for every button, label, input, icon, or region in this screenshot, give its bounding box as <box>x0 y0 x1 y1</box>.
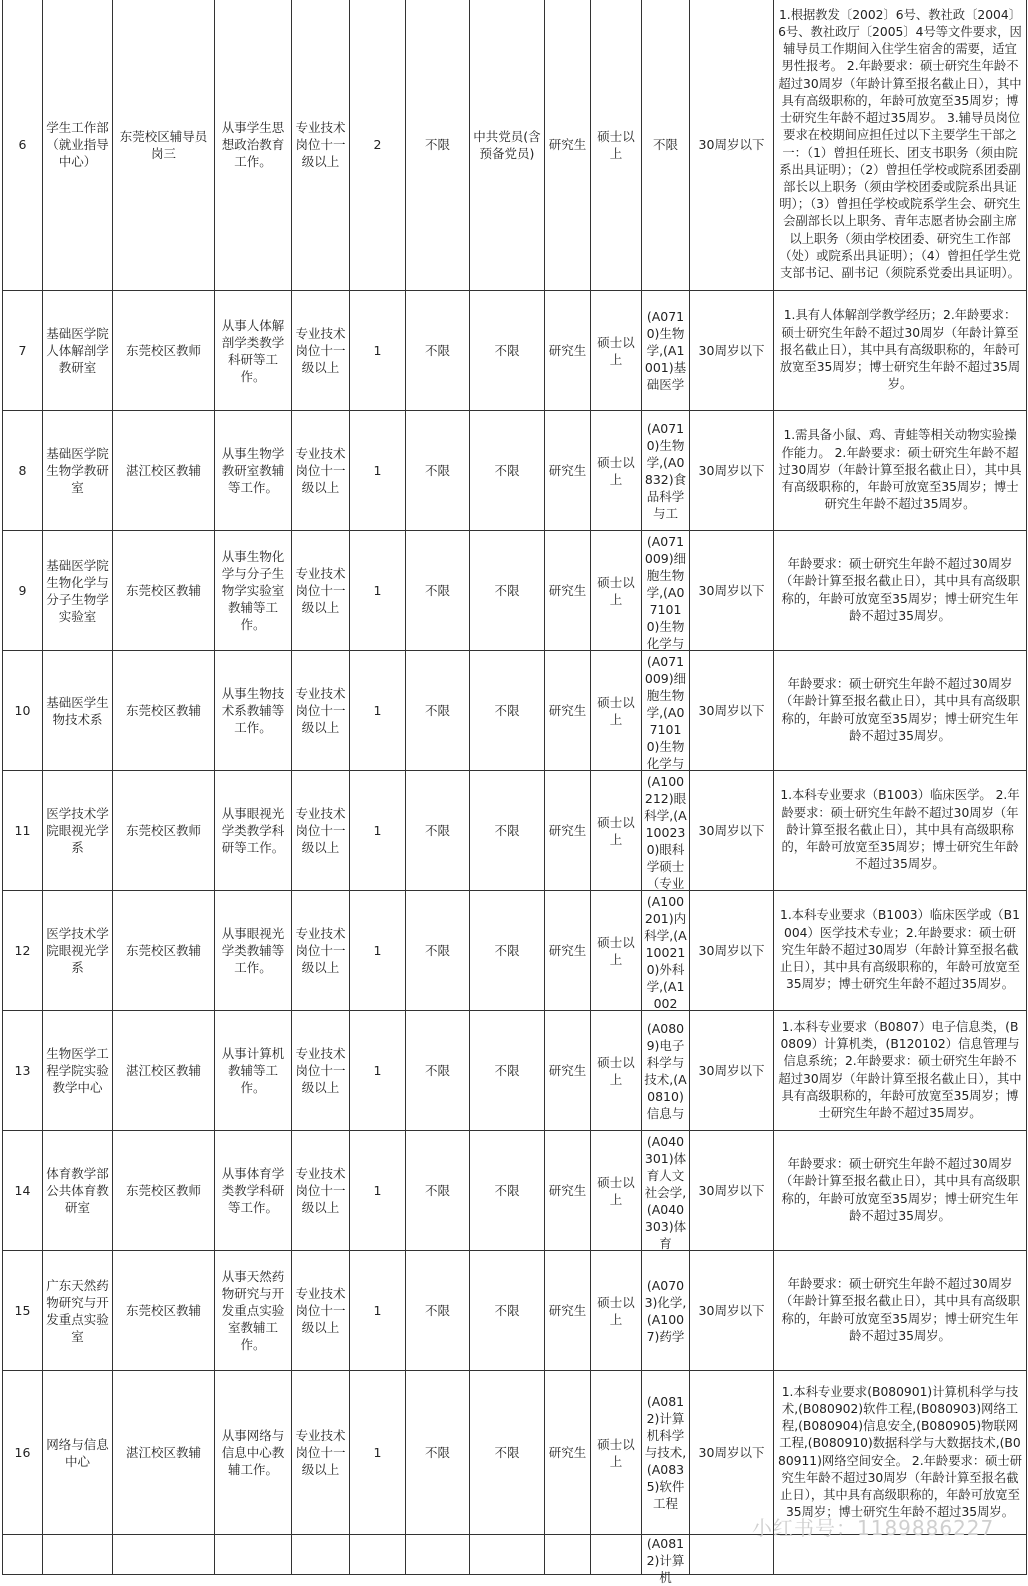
position-level: 专业技术岗位十一级以上 <box>292 531 350 651</box>
position-level: 专业技术岗位十一级以上 <box>292 651 350 771</box>
degree: 硕士以上 <box>591 771 642 891</box>
row-number: 12 <box>3 891 43 1011</box>
headcount <box>350 1535 406 1575</box>
age-limit: 30周岁以下 <box>690 0 774 291</box>
table-row <box>3 1371 1027 1535</box>
headcount: 1 <box>350 291 406 411</box>
duty-description: 从事生物学教研室教辅等工作。 <box>215 411 292 531</box>
education: 研究生 <box>545 1011 591 1131</box>
major-requirement <box>642 291 690 411</box>
duty-description <box>215 1535 292 1575</box>
other-requirements: 1.本科专业要求（B1003）临床医学或（B1004）医学技术专业；2.年龄要求：硕士研究生年龄不超过30周岁（年龄计算至报名截止日），其中具有高级职称的，年龄可放宽至35周岁；博士研究生年龄不超过35周岁。 <box>774 891 1027 1011</box>
major-requirement <box>642 0 690 291</box>
political-status: 中共党员(含预备党员) <box>470 0 545 291</box>
position-name: 东莞校区教师 <box>113 291 215 411</box>
table-row <box>3 1131 1027 1251</box>
duty-description: 从事体育学类教学科研等工作。 <box>215 1131 292 1251</box>
age-limit: 30周岁以下 <box>690 891 774 1011</box>
table-row <box>3 1251 1027 1371</box>
major-text: (A0703)化学,(A1007)药学 <box>644 1277 687 1344</box>
other-requirements: 年龄要求：硕士研究生年龄不超过30周岁（年龄计算至报名截止日），其中具有高级职称的，年龄可放宽至35周岁；博士研究生年龄不超过35周岁。 <box>774 531 1027 651</box>
position-name: 湛江校区教辅 <box>113 1011 215 1131</box>
age-limit: 30周岁以下 <box>690 1011 774 1131</box>
headcount: 1 <box>350 891 406 1011</box>
degree: 硕士以上 <box>591 1251 642 1371</box>
duty-description: 从事计算机教辅等工作。 <box>215 1011 292 1131</box>
education: 研究生 <box>545 1371 591 1535</box>
age-limit: 30周岁以下 <box>690 1131 774 1251</box>
age-limit: 30周岁以下 <box>690 411 774 531</box>
education: 研究生 <box>545 771 591 891</box>
major-requirement <box>642 771 690 891</box>
degree: 硕士以上 <box>591 531 642 651</box>
political-status <box>470 1535 545 1575</box>
gender-requirement: 不限 <box>406 1011 470 1131</box>
gender-requirement: 不限 <box>406 771 470 891</box>
department: 基础医学院生物化学与分子生物学实验室 <box>43 531 113 651</box>
department: 基础医学院人体解剖学教研室 <box>43 291 113 411</box>
major-text: (A100212)眼科学,(A100230)眼科学硕士（专业 <box>644 773 687 891</box>
table-row <box>3 411 1027 531</box>
row-number: 14 <box>3 1131 43 1251</box>
position-name: 东莞校区教师 <box>113 771 215 891</box>
department: 医学技术学院眼视光学系 <box>43 771 113 891</box>
headcount: 2 <box>350 0 406 291</box>
position-name: 湛江校区教辅 <box>113 1371 215 1535</box>
gender-requirement: 不限 <box>406 0 470 291</box>
position-level: 专业技术岗位十一级以上 <box>292 1251 350 1371</box>
major-text: (A0809)电子科学与技术,(A0810)信息与 <box>644 1020 687 1121</box>
row-number: 9 <box>3 531 43 651</box>
major-text: (A0812)计算机 <box>646 1536 685 1585</box>
gender-requirement: 不限 <box>406 531 470 651</box>
position-level: 专业技术岗位十一级以上 <box>292 1011 350 1131</box>
other-requirements: 年龄要求：硕士研究生年龄不超过30周岁（年龄计算至报名截止日），其中具有高级职称的，年龄可放宽至35周岁；博士研究生年龄不超过35周岁。 <box>774 651 1027 771</box>
major-requirement <box>642 1251 690 1371</box>
department: 基础医学院生物学教研室 <box>43 411 113 531</box>
age-limit: 30周岁以下 <box>690 291 774 411</box>
headcount: 1 <box>350 771 406 891</box>
duty-description: 从事网络与信息中心教辅工作。 <box>215 1371 292 1535</box>
position-level: 专业技术岗位十一级以上 <box>292 891 350 1011</box>
gender-requirement: 不限 <box>406 651 470 771</box>
table-row <box>3 291 1027 411</box>
major-text: (A040301)体育人文社会学,(A040303)体育 <box>644 1133 687 1251</box>
major-requirement <box>642 531 690 651</box>
major-text: (A071009)细胞生物学,(A071010)生物化学与 <box>644 533 687 651</box>
age-limit: 30周岁以下 <box>690 531 774 651</box>
age-limit: 30周岁以下 <box>690 771 774 891</box>
other-requirements: 1.根据教发〔2002〕6号、教社政〔2004〕6号、教社政厅〔2005〕4号等文件要求，因辅导员工作期间入住学生宿舍的需要，适宜男性报考。 2.年龄要求：硕士研究生年龄不超过30周岁（年龄计算至报名截止日），其中具有高级职称的，年龄可放宽至35周岁；博士研究生年龄不超过35周岁。 3.辅导员岗位要求在校期间应担任过以下主要学生干部之一：（1）曾担任班长、团支书职务（须由院系出具证明）；（2）曾担任学校或院系团委副部长以上职务（须由学校团委或院系出具证明）；（3）曾担任学校或院系学生会、研究生会副部长以上职务、青年志愿者协会副主席以上职务（须由学校团委、研究生工作部（处）或院系出具证明）；（4）曾担任学生党支部书记、副书记（须院系党委出具证明）。 <box>774 0 1027 291</box>
education: 研究生 <box>545 0 591 291</box>
table-row <box>3 771 1027 891</box>
political-status: 不限 <box>470 771 545 891</box>
row-number: 8 <box>3 411 43 531</box>
position-name: 东莞校区教师 <box>113 1131 215 1251</box>
gender-requirement: 不限 <box>406 411 470 531</box>
major-requirement <box>642 1131 690 1251</box>
duty-description: 从事学生思想政治教育工作。 <box>215 0 292 291</box>
major-requirement <box>642 1371 690 1535</box>
other-requirements: 1.本科专业要求（B1003）临床医学。 2.年龄要求：硕士研究生年龄不超过30周岁（年龄计算至报名截止日），其中具有高级职称的，年龄可放宽至35周岁；博士研究生年龄不超过35周岁。 <box>774 771 1027 891</box>
headcount: 1 <box>350 531 406 651</box>
education: 研究生 <box>545 531 591 651</box>
political-status: 不限 <box>470 411 545 531</box>
major-requirement <box>642 1011 690 1131</box>
headcount: 1 <box>350 651 406 771</box>
major-text: (A0812)计算机科学与技术,(A0835)软件工程 <box>644 1394 687 1511</box>
degree: 硕士以上 <box>591 651 642 771</box>
education: 研究生 <box>545 891 591 1011</box>
position-name: 东莞校区辅导员岗三 <box>113 0 215 291</box>
position-name: 东莞校区教辅 <box>113 891 215 1011</box>
degree: 硕士以上 <box>591 0 642 291</box>
degree: 硕士以上 <box>591 1011 642 1131</box>
major-text: (A0710)生物学,(A0832)食品科学与工 <box>644 420 687 521</box>
political-status: 不限 <box>470 1011 545 1131</box>
table-row <box>3 1011 1027 1131</box>
degree: 硕士以上 <box>591 411 642 531</box>
political-status: 不限 <box>470 651 545 771</box>
position-name: 东莞校区教辅 <box>113 651 215 771</box>
position-level: 专业技术岗位十一级以上 <box>292 771 350 891</box>
position-level: 专业技术岗位十一级以上 <box>292 1371 350 1535</box>
degree: 硕士以上 <box>591 291 642 411</box>
gender-requirement: 不限 <box>406 291 470 411</box>
duty-description: 从事人体解剖学类教学科研等工作。 <box>215 291 292 411</box>
other-requirements: 1.需具备小鼠、鸡、青蛙等相关动物实验操作能力。 2.年龄要求：硕士研究生年龄不超过30周岁（年龄计算至报名截止日），其中具有高级职称的，年龄可放宽至35周岁；博士研究生年龄不超过35周岁。 <box>774 411 1027 531</box>
duty-description: 从事天然药物研究与开发重点实验室教辅工作。 <box>215 1251 292 1371</box>
political-status: 不限 <box>470 891 545 1011</box>
other-requirements: 年龄要求：硕士研究生年龄不超过30周岁（年龄计算至报名截止日），其中具有高级职称的，年龄可放宽至35周岁；博士研究生年龄不超过35周岁。 <box>774 1251 1027 1371</box>
political-status: 不限 <box>470 1371 545 1535</box>
row-number: 13 <box>3 1011 43 1131</box>
row-number: 16 <box>3 1371 43 1535</box>
other-requirements: 1.本科专业要求(B080901)计算机科学与技术,(B080902)软件工程,(B080903)网络工程,(B080904)信息安全,(B080905)物联网工程,(B080910)数据科学与大数据技术,(B080911)网络空间安全。 2.年龄要求：硕士研究生年龄不超过30周岁（年龄计算至报名截止日），其中具有高级职称的，年龄可放宽至35周岁；博士研究生年龄不超过35周岁。 <box>774 1371 1027 1535</box>
major-text: (A071009)细胞生物学,(A071010)生物化学与 <box>644 653 687 771</box>
gender-requirement: 不限 <box>406 1131 470 1251</box>
degree: 硕士以上 <box>591 1131 642 1251</box>
row-number: 10 <box>3 651 43 771</box>
other-requirements: 1.本科专业要求（B0807）电子信息类，(B0809）计算机类，(B120102）信息管理与信息系统；2.年龄要求：硕士研究生年龄不超过30周岁（年龄计算至报名截止日），其中具有高级职称的，年龄可放宽至35周岁；博士研究生年龄不超过35周岁。 <box>774 1011 1027 1131</box>
education <box>545 1535 591 1575</box>
degree <box>591 1535 642 1575</box>
duty-description: 从事生物化学与分子生物学实验室教辅等工作。 <box>215 531 292 651</box>
row-number: 15 <box>3 1251 43 1371</box>
position-name: 东莞校区教辅 <box>113 1251 215 1371</box>
headcount: 1 <box>350 1011 406 1131</box>
row-number <box>3 1535 43 1575</box>
duty-description: 从事生物技术系教辅等工作。 <box>215 651 292 771</box>
position-level: 专业技术岗位十一级以上 <box>292 291 350 411</box>
department: 医学技术学院眼视光学系 <box>43 891 113 1011</box>
major-requirement <box>642 1535 690 1585</box>
political-status: 不限 <box>470 1251 545 1371</box>
age-limit: 30周岁以下 <box>690 651 774 771</box>
position-name <box>113 1535 215 1575</box>
major-requirement <box>642 411 690 531</box>
age-limit: 30周岁以下 <box>690 1371 774 1535</box>
table-row <box>3 0 1027 291</box>
table-row <box>3 531 1027 651</box>
gender-requirement <box>406 1535 470 1575</box>
education: 研究生 <box>545 411 591 531</box>
education: 研究生 <box>545 291 591 411</box>
gender-requirement: 不限 <box>406 1371 470 1535</box>
major-text: (A0710)生物学,(A1001)基础医学 <box>644 309 687 392</box>
political-status: 不限 <box>470 1131 545 1251</box>
headcount: 1 <box>350 1251 406 1371</box>
recruitment-table <box>2 0 1027 1585</box>
duty-description: 从事眼视光学类教学科研等工作。 <box>215 771 292 891</box>
department: 生物医学工程学院实验教学中心 <box>43 1011 113 1131</box>
education: 研究生 <box>545 651 591 771</box>
political-status: 不限 <box>470 531 545 651</box>
education: 研究生 <box>545 1251 591 1371</box>
row-number: 7 <box>3 291 43 411</box>
major-text: (A100201)内科学,(A100210)外科学,(A1002 <box>644 893 687 1011</box>
row-number: 6 <box>3 0 43 291</box>
age-limit: 30周岁以下 <box>690 1251 774 1371</box>
headcount: 1 <box>350 1131 406 1251</box>
headcount: 1 <box>350 411 406 531</box>
major-requirement <box>642 891 690 1011</box>
duty-description: 从事眼视光学类教辅等工作。 <box>215 891 292 1011</box>
position-name: 东莞校区教辅 <box>113 531 215 651</box>
position-level: 专业技术岗位十一级以上 <box>292 0 350 291</box>
other-requirements: 1.具有人体解剖学教学经历；2.年龄要求：硕士研究生年龄不超过30周岁（年龄计算至报名截止日），其中具有高级职称的，年龄可放宽至35周岁；博士研究生年龄不超过35周岁。 <box>774 291 1027 411</box>
headcount: 1 <box>350 1371 406 1535</box>
department: 广东天然药物研究与开发重点实验室 <box>43 1251 113 1371</box>
department: 体育教学部公共体育教研室 <box>43 1131 113 1251</box>
education: 研究生 <box>545 1131 591 1251</box>
other-requirements: 年龄要求：硕士研究生年龄不超过30周岁（年龄计算至报名截止日），其中具有高级职称的，年龄可放宽至35周岁；博士研究生年龄不超过35周岁。 <box>774 1131 1027 1251</box>
position-name: 湛江校区教辅 <box>113 411 215 531</box>
table-row <box>3 651 1027 771</box>
gender-requirement: 不限 <box>406 1251 470 1371</box>
watermark-text: 小红书号：1189886227 <box>752 1516 995 1540</box>
major-requirement <box>642 651 690 771</box>
row-number: 11 <box>3 771 43 891</box>
position-level <box>292 1535 350 1575</box>
degree: 硕士以上 <box>591 1371 642 1535</box>
degree: 硕士以上 <box>591 891 642 1011</box>
position-level: 专业技术岗位十一级以上 <box>292 411 350 531</box>
department: 学生工作部（就业指导中心） <box>43 0 113 291</box>
political-status: 不限 <box>470 291 545 411</box>
gender-requirement: 不限 <box>406 891 470 1011</box>
table-row <box>3 891 1027 1011</box>
department <box>43 1535 113 1575</box>
major-text: 不限 <box>652 137 678 152</box>
department: 基础医学生物技术系 <box>43 651 113 771</box>
department: 网络与信息中心 <box>43 1371 113 1535</box>
position-level: 专业技术岗位十一级以上 <box>292 1131 350 1251</box>
